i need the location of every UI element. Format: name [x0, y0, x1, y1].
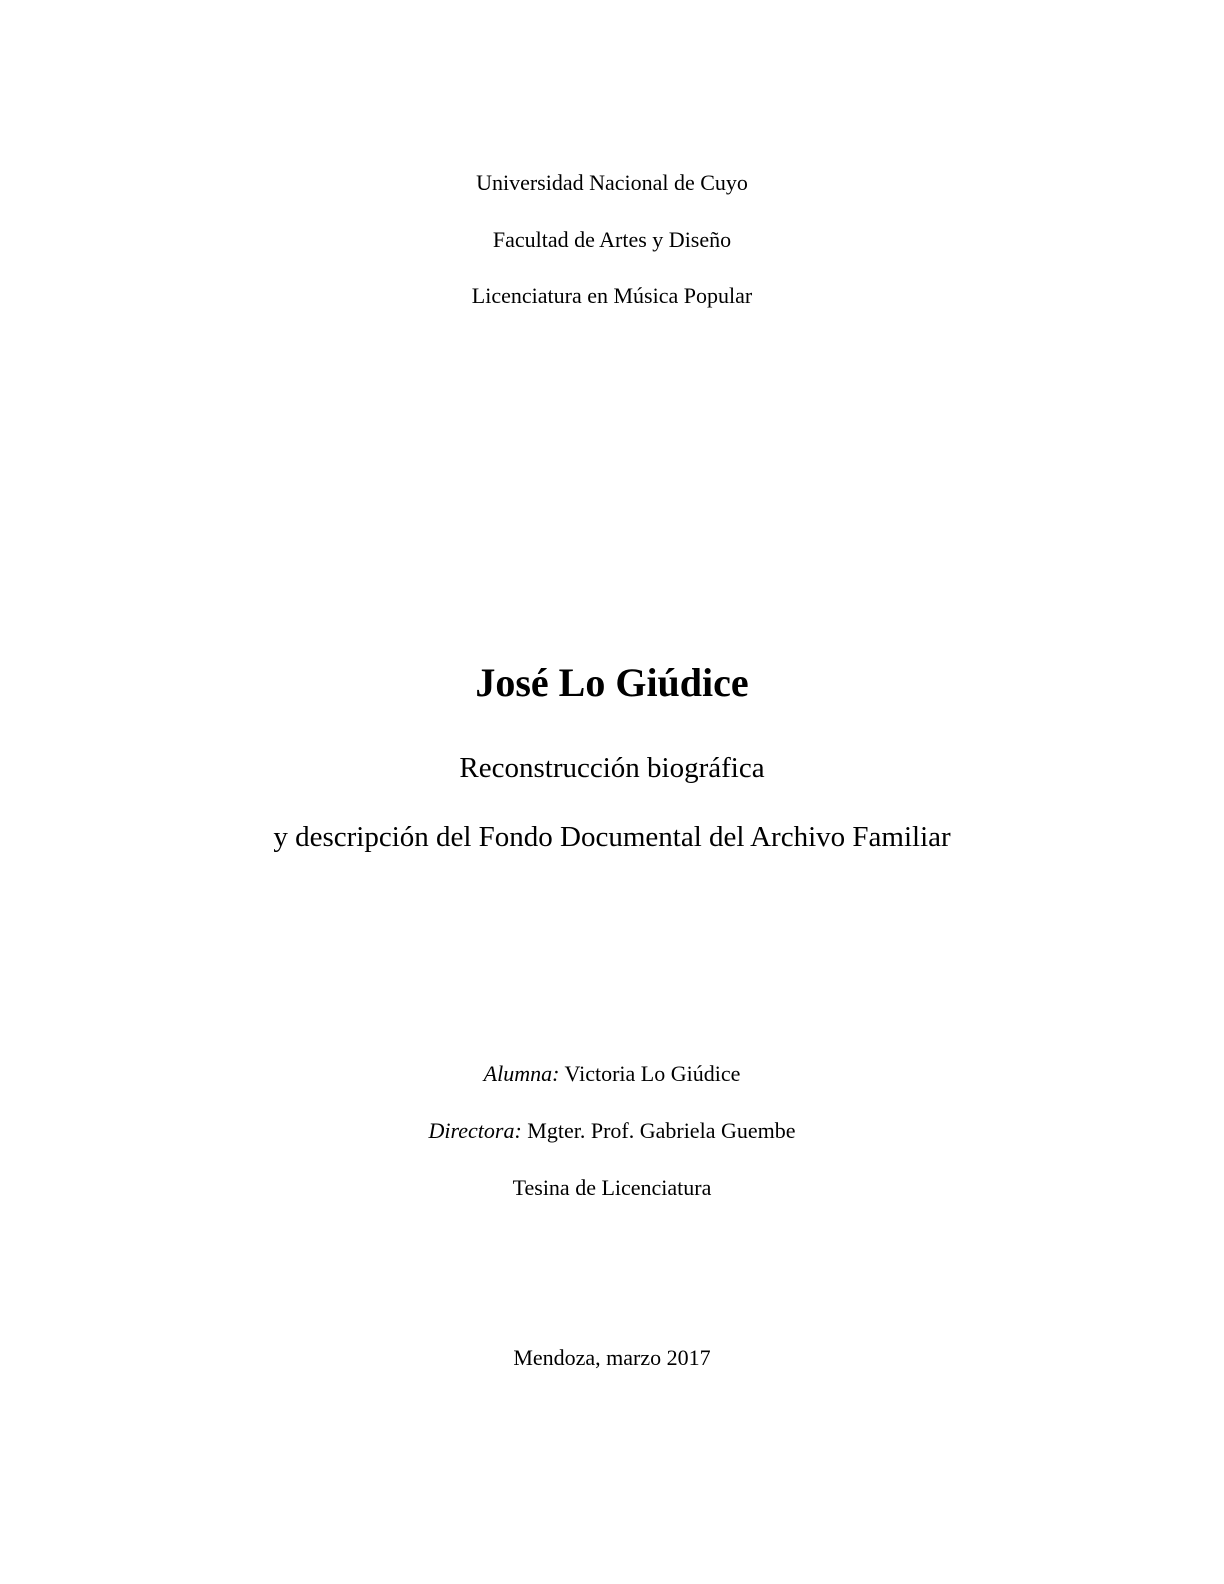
director-name: Mgter. Prof. Gabriela Guembe: [527, 1118, 796, 1143]
student-name: Victoria Lo Giúdice: [564, 1061, 741, 1086]
director-line: [0, 1118, 1224, 1144]
faculty-name: Facultad de Artes y Diseño: [492, 227, 732, 252]
university-name: Universidad Nacional de Cuyo: [476, 170, 748, 195]
student-line: [0, 1061, 1224, 1087]
degree-name: Licenciatura en Música Popular: [471, 283, 753, 308]
subtitle-line-1: Reconstrucción biográfica: [459, 752, 765, 784]
document-type: Tesina de Licenciatura: [512, 1175, 712, 1200]
document-title: José Lo Giúdice: [475, 660, 749, 705]
place-date: Mendoza, marzo 2017: [513, 1345, 711, 1370]
subtitle-line-2: y descripción del Fondo Documental del Archivo Familiar: [273, 821, 951, 853]
director-label: Directora:: [428, 1118, 522, 1143]
student-label: Alumna:: [483, 1061, 560, 1086]
